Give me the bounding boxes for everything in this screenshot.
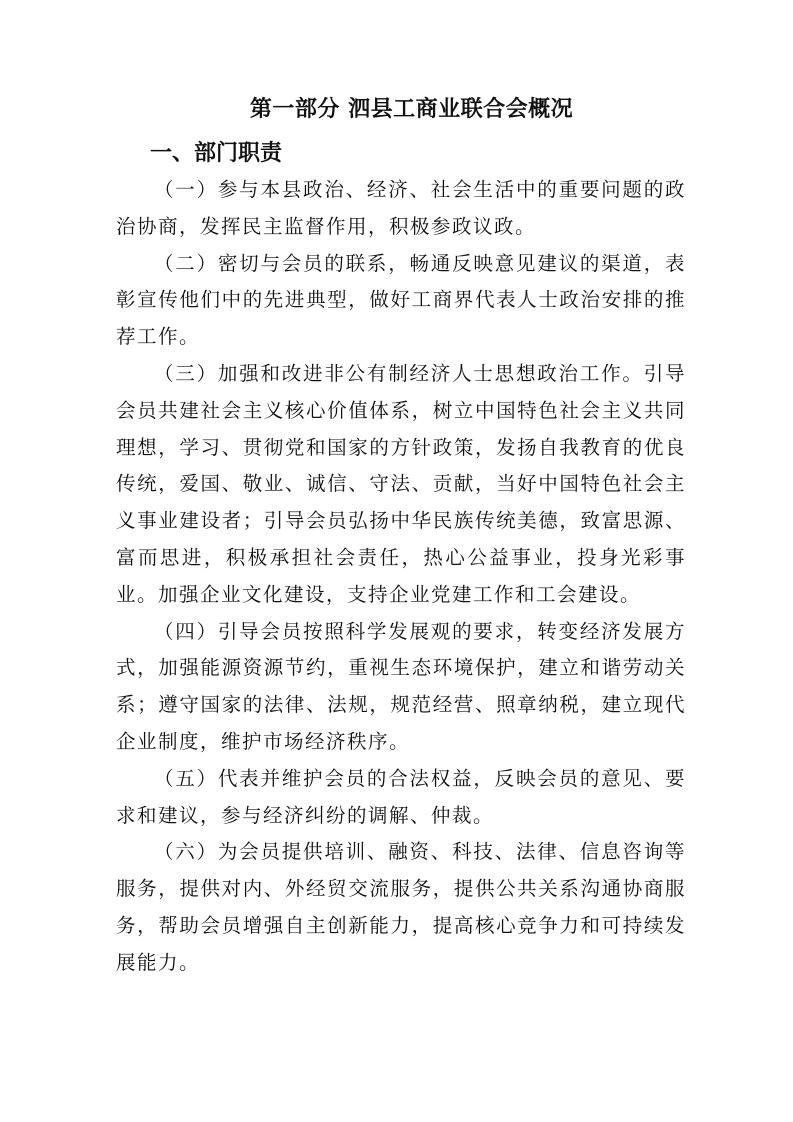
paragraph-duty-1: （一）参与本县政治、经济、社会生活中的重要问题的政治协商，发挥民主监督作用，积极参政议政。: [116, 178, 686, 238]
paragraph-duty-5: （五）代表并维护会员的合法权益，反映会员的意见、要求和建议，参与经济纠纷的调解、仲裁。: [116, 766, 686, 827]
paragraph-duty-4: （四）引导会员按照科学发展观的要求，转变经济发展方式，加强能源资源节约，重视生态环境保护，建立和谐劳动关系；遵守国家的法律、法规，规范经营、照章纳税，建立现代企业制度，维护市场经济秩序。: [116, 619, 686, 753]
paragraph-duty-3: （三）加强和改进非公有制经济人士思想政治工作。引导会员共建社会主义核心价值体系，树立中国特色社会主义共同理想，学习、贯彻党和国家的方针政策，发扬自我教育的优良传统，爱国、敬业、诚信、守法、贡献，当好中国特色社会主义事业建设者；引导会员弘扬中华民族传统美德，致富思源、富而思进，积极承担社会责任，热心公益事业，投身光彩事业。加强企业文化建设，支持企业党建工作和工会建设。: [116, 361, 686, 606]
page-title: 第一部分 泗县工商业联合会概况: [249, 97, 574, 122]
body-text: [116, 172, 686, 982]
paragraph-duty-6: （六）为会员提供培训、融资、科技、法律、信息咨询等服务，提供对内、外经贸交流服务，提供公共关系沟通协商服务，帮助会员增强自主创新能力，提高核心竞争力和可持续发展能力。: [116, 840, 686, 974]
section-heading: 一、部门职责: [150, 141, 283, 166]
paragraph-duty-2: （二）密切与会员的联系，畅通反映意见建议的渠道，表彰宣传他们中的先进典型，做好工商界代表人士政治安排的推荐工作。: [116, 251, 686, 349]
